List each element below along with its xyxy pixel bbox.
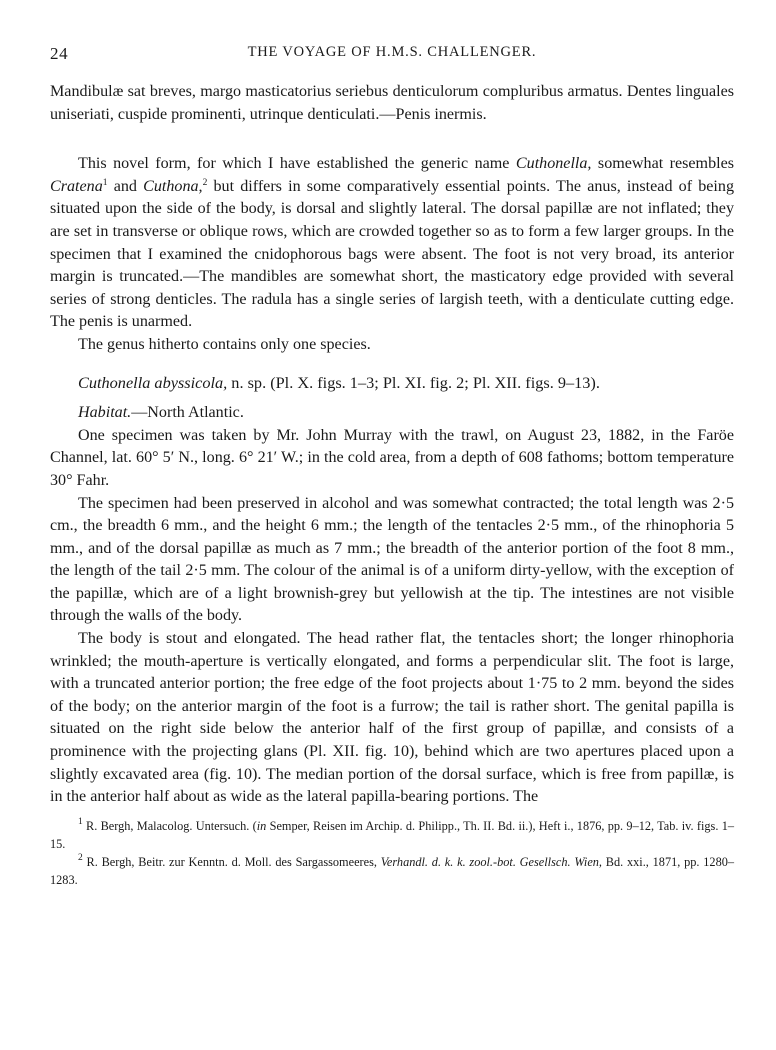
footnotes-block <box>50 817 734 889</box>
species-heading-block <box>50 372 734 395</box>
genus-name: Cuthonella, <box>515 155 592 173</box>
cratena-name: Cratena <box>50 177 103 195</box>
footnote-1-text-b: Semper, Reisen im Archip. d. Philipp., Th. II. Bd. ii.), Heft i., 1876, pp. 9–12, Tab. iv. figs. 1–15. <box>50 818 735 851</box>
running-header <box>50 36 734 66</box>
book-page <box>50 36 734 889</box>
genus-description-block <box>50 153 734 356</box>
footnote-ref-2: 2 <box>202 177 208 188</box>
species-heading <box>50 372 734 395</box>
page-number: 24 <box>50 44 69 63</box>
species-name: Cuthonella abyssicola, <box>78 372 228 392</box>
latin-diagnosis: Mandibulæ sat breves, margo masticatorius seriebus denticulorum compluribus armatus. Dentes linguales uniseriati, cuspide prominenti, utrinque denticulati.—Penis inermis. <box>50 83 734 123</box>
footnote-2-text-b: Bd. xxi., 1871, pp. 1280–1283. <box>50 854 735 887</box>
anatomy-paragraph: The body is stout and elongated. The head rather flat, the tentacles short; the longer rhinophoria wrinkled; the mouth-aperture is vertically elongated, and forms a perpendicular slit. The foot is large, with a truncated anterior portion; the free edge of the foot projects about 1·75 to 2 mm. beyond the sides of the body; on the anterior margin of the foot is a furrow; the tail is rather short. The genital papilla is situated on the right side below the anterior half of the first group of papillæ, and consists of a prominence with the projecting glans (Pl. XII. fig. 10), behind which are two apertures placed upon a slightly excavated area (fig. 10). The median portion of the dorsal surface, which is free from papillæ, is in the anterior half about as wide as the lateral papilla-bearing portions. The <box>50 630 734 806</box>
footnote-ref-1: 1 <box>102 177 108 188</box>
cuthona-name: Cuthona, <box>143 177 203 195</box>
footnote-1-italic: in <box>256 818 267 833</box>
footnote-marker-2: 2 <box>78 852 83 863</box>
habitat-label: Habitat. <box>78 404 132 422</box>
footnote-2-text-a: R. Bergh, Beitr. zur Kenntn. d. Moll. des Sargassomeeres, <box>82 854 381 869</box>
footnote-marker-1: 1 <box>78 816 83 827</box>
footnote-2-italic: Verhandl. d. k. k. zool.-bot. Gesellsch. Wien, <box>380 854 603 869</box>
description-text-2: somewhat resembles <box>591 155 734 173</box>
genus-note: The genus hitherto contains only one species. <box>78 335 371 353</box>
habitat-line <box>50 402 734 425</box>
description-text-1: This novel form, for which I have established the generic name <box>78 155 516 173</box>
collection-paragraph: One specimen was taken by Mr. John Murray with the trawl, on August 23, 1882, in the Faröe Channel, lat. 60° 5′ N., long. 6° 21′ W.; in the cold area, from a depth of 608 fathoms; bottom temperature 30° Fahr. <box>50 426 734 489</box>
running-title: THE VOYAGE OF H.M.S. CHALLENGER. <box>247 44 537 60</box>
description-text-4: but differs in some comparatively essential points. The anus, instead of being situated upon the side of the body, is dorsal and slightly lateral. The dorsal papillæ are not inflated; they are set in transverse or oblique rows, which are crowded together so as to form a few larger groups. In the specimen that I examined the cnidophorous bags were absent. The foot is not very broad, its anterior margin is truncated.—The mandibles are somewhat short, the masticatory edge provided with several series of strong denticles. The radula has a single series of largish teeth, with a denticulate cutting edge. The penis is unarmed. <box>50 177 734 331</box>
habitat-text: —North Atlantic. <box>131 404 244 422</box>
genus-description <box>50 153 734 334</box>
footnote-1-text-a: R. Bergh, Malacolog. Untersuch. ( <box>82 818 257 833</box>
footnote-1 <box>50 817 734 853</box>
species-plates: n. sp. (Pl. X. figs. 1–3; Pl. XI. fig. 2; Pl. XII. figs. 9–13). <box>227 372 600 392</box>
description-text-3: and <box>107 177 144 195</box>
specimen-paragraph: The specimen had been preserved in alcohol and was somewhat contracted; the total length was 2·5 cm., the breadth 6 mm., and the height 6 mm.; the length of the tentacles 2·5 mm., of the rhinophoria 5 mm., and of the dorsal papillæ as much as 7 mm.; the breadth of the anterior portion of the foot 8 mm., the length of the tail 2·5 mm. The colour of the animal is of a uniform dirty-yellow, with the exception of the papillæ, which are of a light brownish-grey but yellowish at the tip. The intestines are not visible through the walls of the body. <box>50 494 734 625</box>
habitat-block <box>50 402 734 809</box>
latin-diagnosis-block <box>50 81 734 126</box>
footnote-2 <box>50 853 734 889</box>
